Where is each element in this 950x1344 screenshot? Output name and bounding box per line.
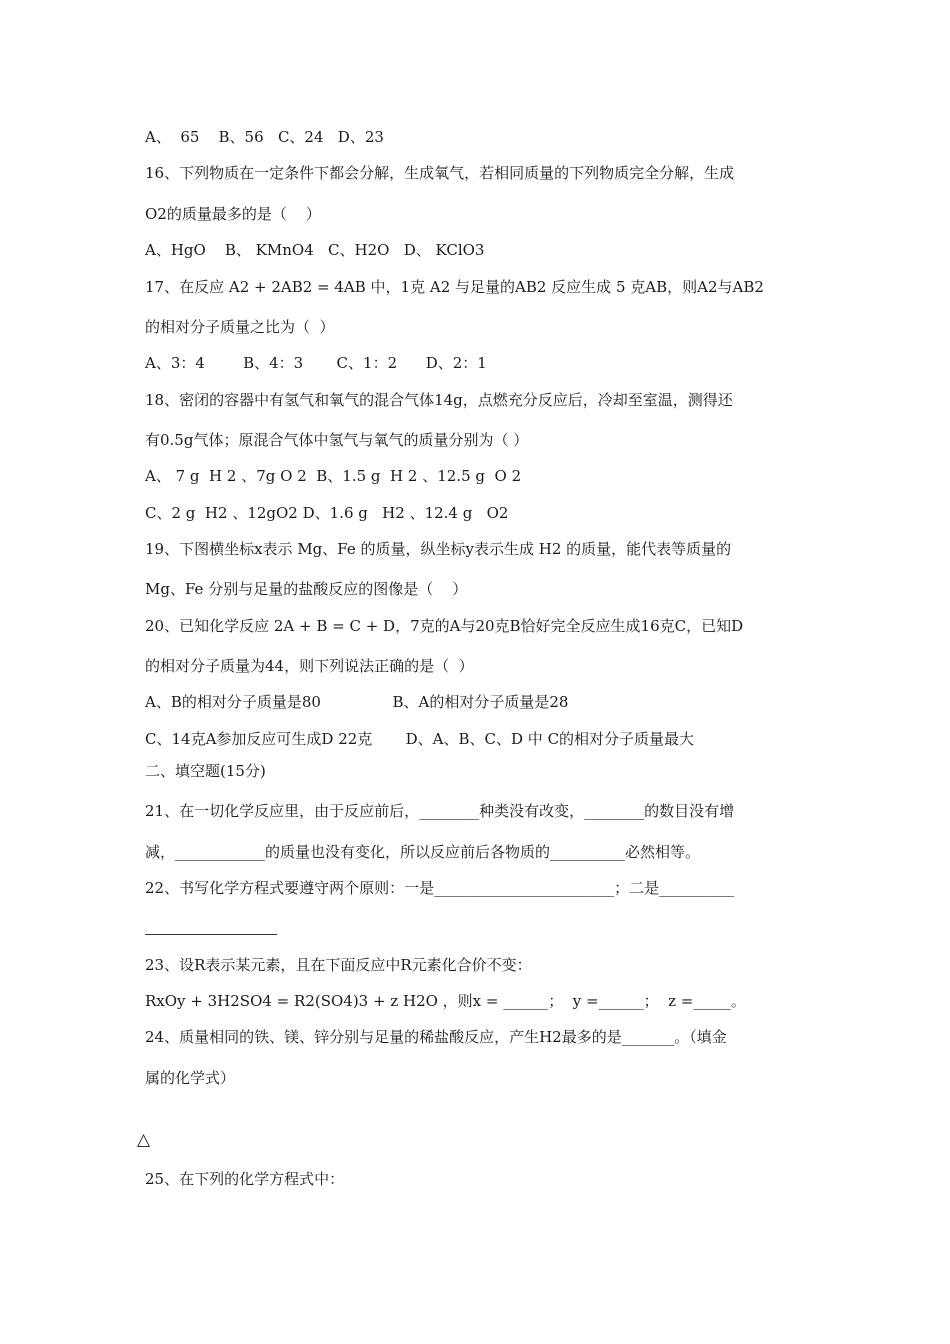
triangle-symbol: △ bbox=[137, 1130, 151, 1150]
section-heading-fill-in: 二、填空题(15分) bbox=[145, 762, 266, 780]
question-17-line-2: 的相对分子质量之比为（ ） bbox=[145, 318, 335, 336]
options-16: A、HgO B、 KMnO4 C、H2O D、 KClO3 bbox=[145, 241, 485, 259]
question-16-line-1: 16、下列物质在一定条件下都会分解，生成氧气，若相同质量的下列物质完全分解，生成 bbox=[145, 164, 735, 182]
question-24-line-1: 24、质量相同的铁、镁、锌分别与足量的稀盐酸反应，产生H2最多的是_______。（填金 bbox=[145, 1028, 727, 1046]
question-23-equation: RxOy + 3H2SO4 = R2(SO4)3 + z H2O ，则x = ______； y =______； z =_____。 bbox=[145, 992, 746, 1010]
question-24-line-2: 属的化学式） bbox=[145, 1069, 236, 1087]
question-18-line-2: 有0.5g气体；原混合气体中氢气与氧气的质量分别为（ ） bbox=[145, 431, 529, 449]
line-options-15: A、 65 B、56 C、24 D、23 bbox=[145, 128, 384, 146]
options-18-cd: C、2 g H2 、12gO2 D、1.6 g H2 、12.4 g O2 bbox=[145, 504, 509, 522]
options-20-ab: A、B的相对分子质量是80 B、A的相对分子质量是28 bbox=[145, 693, 569, 711]
answer-blank-22 bbox=[145, 934, 277, 935]
question-22-line-1: 22、书写化学方程式要遵守两个原则：一是________________________；二是__________ bbox=[145, 879, 735, 897]
question-17-line-1: 17、在反应 A2 + 2AB2 = 4AB 中，1克 A2 与足量的AB2 反应生成 5 克AB，则A2与AB2 bbox=[145, 278, 764, 296]
question-20-line-2: 的相对分子质量为44，则下列说法正确的是（ ） bbox=[145, 657, 474, 675]
question-25-line-1: 25、在下列的化学方程式中： bbox=[145, 1170, 345, 1188]
question-20-line-1: 20、已知化学反应 2A + B = C + D，7克的A与20克B恰好完全反应生成16克C，已知D bbox=[145, 617, 744, 635]
options-17: A、3：4 B、4：3 C、1：2 D、2：1 bbox=[145, 354, 487, 372]
options-20-cd: C、14克A参加反应可生成D 22克 D、A、B、C、D 中 C的相对分子质量最大 bbox=[145, 730, 695, 748]
question-21-line-2: 减，____________的质量也没有变化，所以反应前后各物质的__________必然相等。 bbox=[145, 843, 701, 861]
question-16-line-2: O2的质量最多的是（ ） bbox=[145, 205, 321, 223]
question-18-line-1: 18、密闭的容器中有氢气和氧气的混合气体14g，点燃充分反应后，冷却至室温，测得还 bbox=[145, 391, 733, 409]
question-21-line-1: 21、在一切化学反应里，由于反应前后，________种类没有改变，________的数目没有增 bbox=[145, 802, 735, 820]
options-18-ab: A、 7 g H 2 、7g O 2 B、1.5 g H 2 、12.5 g O 2 bbox=[145, 467, 522, 485]
question-19-line-2: Mg、Fe 分别与足量的盐酸反应的图像是（ ） bbox=[145, 580, 468, 598]
question-19-line-1: 19、下图横坐标x表示 Mg、Fe 的质量，纵坐标y表示生成 H2 的质量，能代表等质量的 bbox=[145, 540, 732, 558]
question-23-line-1: 23、设R表示某元素，且在下面反应中R元素化合价不变： bbox=[145, 956, 532, 974]
